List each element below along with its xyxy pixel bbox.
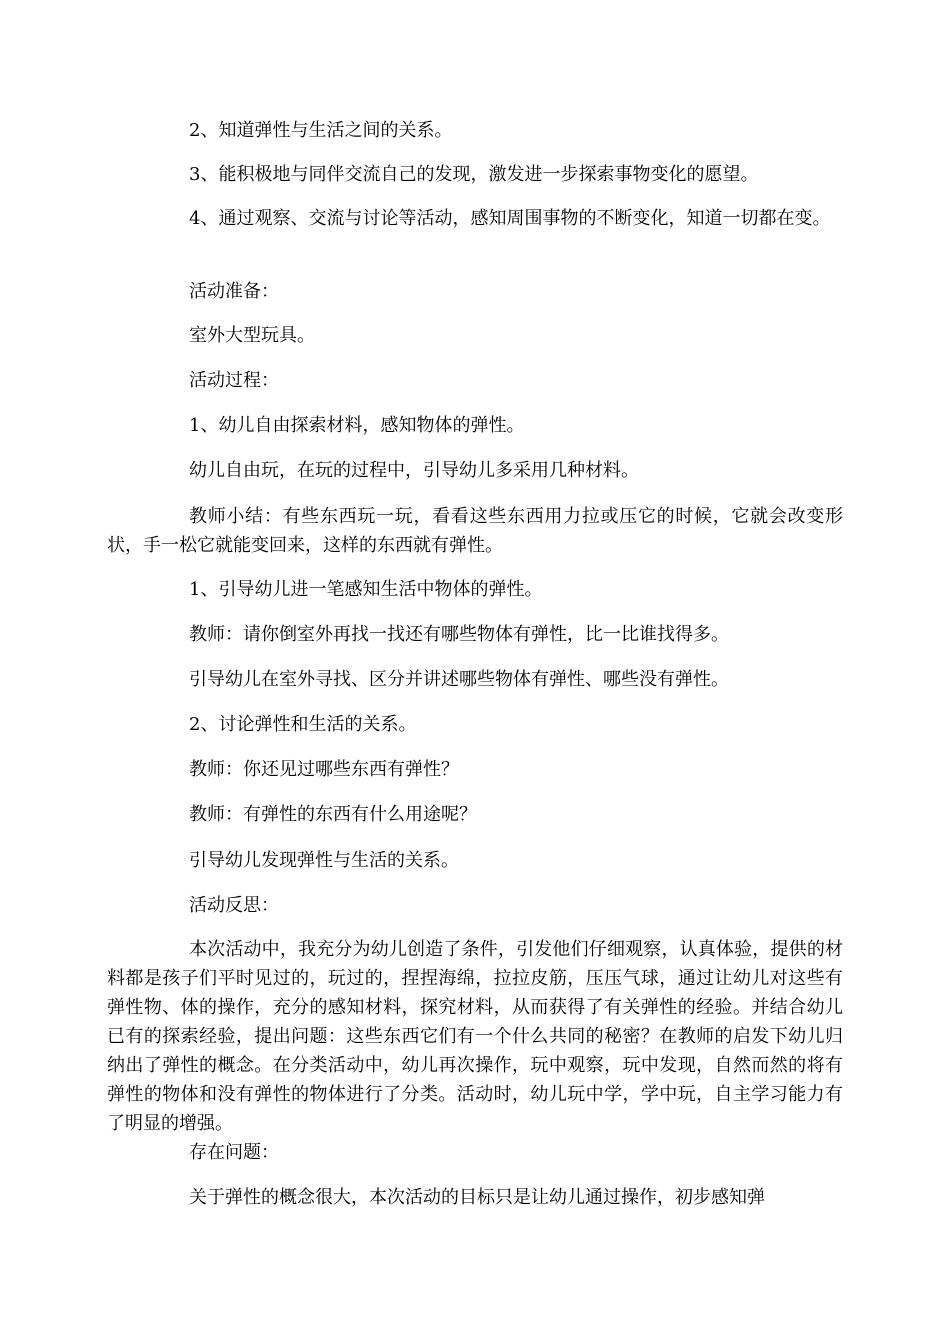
goal-item-4: 4、通过观察、交流与讨论等活动，感知周围事物的不断变化，知道一切都在变。 xyxy=(189,208,831,229)
process-text-3: 引导幼儿发现弹性与生活的关系。 xyxy=(189,850,459,871)
reflection-text: 本次活动中，我充分为幼儿创造了条件，引发他们仔细观察，认真体验，提供的材料都是孩子们平时见过的，玩过的，捏捏海绵，拉拉皮筋，压压气球，通过让幼儿对这些有弹性物、体的操作，充分的感知材料，探究材料，从而获得了有关弹性的经验。并结合幼儿已有的探索经验，提出问题：这些东西它们有一个什么共同的秘密？在教师的启发下幼儿归纳出了弹性的概念。在分类活动中，幼儿再次操作，玩中观察，玩中发现，自然而然的将有弹性的物体和没有弹性的物体进行了分类。活动时，幼儿玩中学，学中玩，自主学习能力有了明显的增强。 xyxy=(107,939,843,1134)
section-heading-process: 活动过程： xyxy=(189,370,279,391)
teacher-prompt-1: 教师：请你倒室外再找一找还有哪些物体有弹性，比一比谁找得多。 xyxy=(189,624,729,645)
goal-item-2: 2、知道弹性与生活之间的关系。 xyxy=(189,120,453,141)
section-heading-preparation: 活动准备： xyxy=(189,281,279,302)
goal-item-3: 3、能积极地与同伴交流自己的发现，激发进一步探索事物变化的愿望。 xyxy=(189,164,759,185)
issues-text: 关于弹性的概念很大，本次活动的目标只是让幼儿通过操作，初步感知弹 xyxy=(189,1187,765,1208)
teacher-prompt-2: 教师：你还见过哪些东西有弹性？ xyxy=(189,759,459,780)
teacher-summary: 教师小结：有些东西玩一玩，看看这些东西用力拉或压它的时候，它就会改变形状，手一松它就能变回来，这样的东西就有弹性。 xyxy=(107,506,843,556)
process-step-1b: 1、引导幼儿进一笔感知生活中物体的弹性。 xyxy=(189,579,543,600)
process-text-1: 幼儿自由玩，在玩的过程中，引导幼儿多采用几种材料。 xyxy=(189,460,639,481)
teacher-prompt-3: 教师：有弹性的东西有什么用途呢？ xyxy=(189,804,477,825)
section-heading-reflection: 活动反思： xyxy=(189,895,279,916)
process-text-2: 引导幼儿在室外寻找、区分并讲述哪些物体有弹性、哪些没有弹性。 xyxy=(189,669,729,690)
process-step-1: 1、幼儿自由探索材料，感知物体的弹性。 xyxy=(189,415,525,436)
preparation-text: 室外大型玩具。 xyxy=(189,325,315,346)
section-heading-issues: 存在问题： xyxy=(189,1142,279,1163)
process-step-2: 2、讨论弹性和生活的关系。 xyxy=(189,714,417,735)
